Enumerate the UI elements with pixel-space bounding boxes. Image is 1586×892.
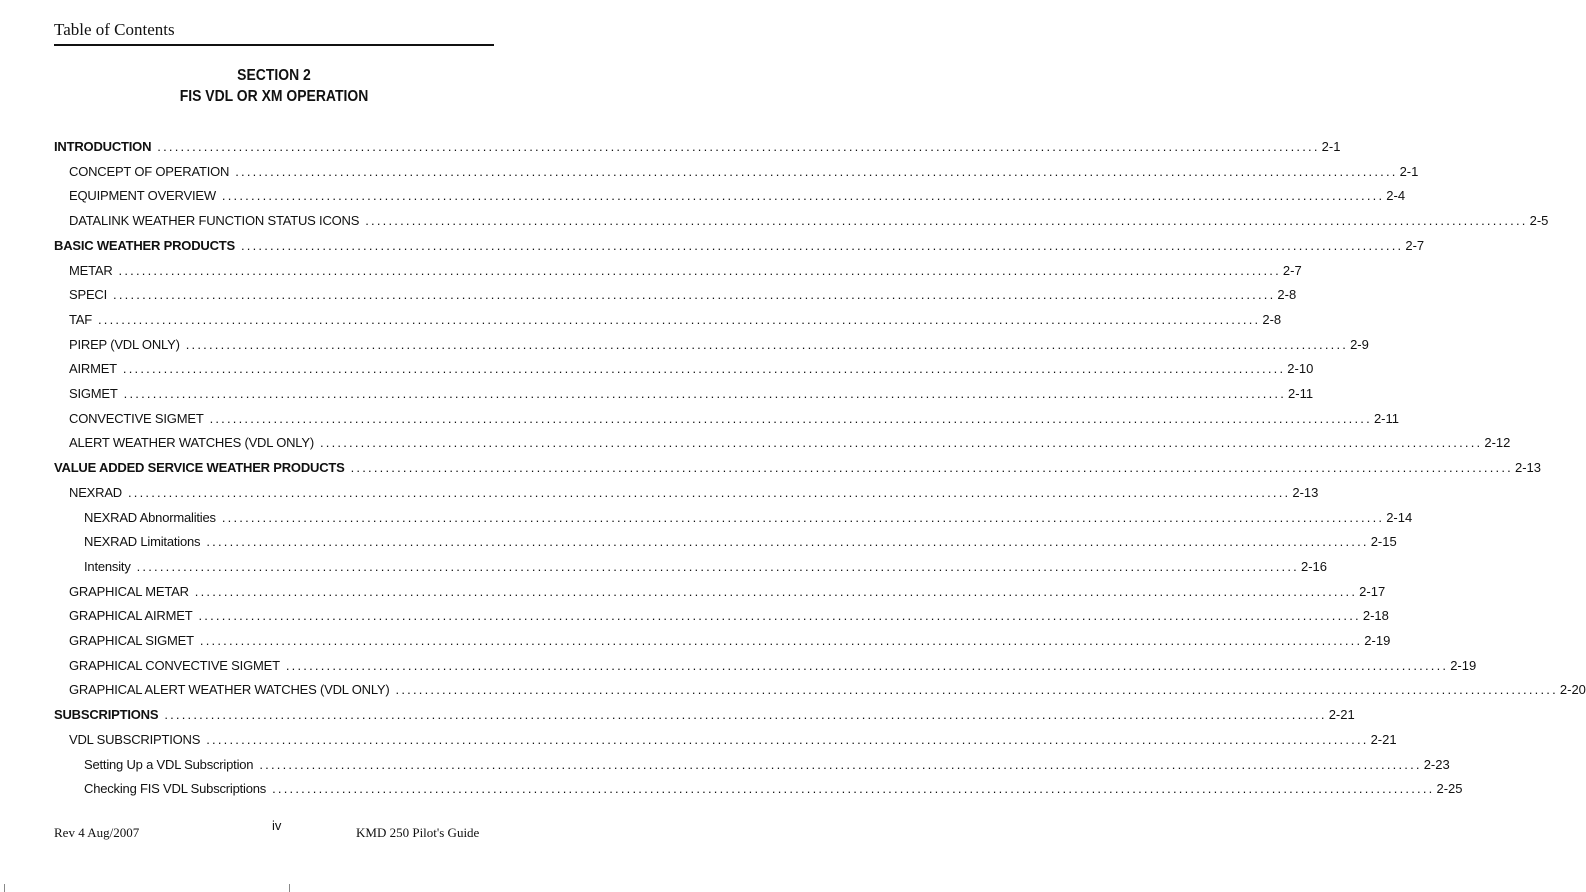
toc-entry-label: PIREP (VDL ONLY) bbox=[69, 336, 180, 352]
toc-entry[interactable] bbox=[54, 187, 1406, 205]
toc-entry[interactable] bbox=[54, 731, 1397, 749]
toc-entry-label: ALERT WEATHER WATCHES (VDL ONLY) bbox=[69, 435, 314, 451]
toc-leader-dots: ........................................................................................................................................................................................................ bbox=[194, 583, 1358, 599]
toc-entry-page: 2-19 bbox=[1364, 633, 1391, 648]
toc-entry[interactable] bbox=[54, 163, 1419, 181]
toc-entry-label: DATALINK WEATHER FUNCTION STATUS ICONS bbox=[69, 213, 360, 229]
toc-leader-dots: ........................................................................................................................................................................................................ bbox=[221, 188, 1385, 204]
toc-leader-dots: ........................................................................................................................................................................................................ bbox=[235, 163, 1398, 179]
toc-entry-label: VDL SUBSCRIPTIONS bbox=[69, 731, 201, 747]
toc-entry[interactable] bbox=[54, 410, 1399, 428]
toc-entry-label: BASIC WEATHER PRODUCTS bbox=[54, 237, 235, 253]
toc-entry-page: 2-19 bbox=[1450, 657, 1477, 673]
toc-entry-page: 2-8 bbox=[1277, 287, 1297, 303]
toc-entry-label: SUBSCRIPTIONS bbox=[54, 707, 159, 723]
toc-entry-label: EQUIPMENT OVERVIEW bbox=[69, 188, 216, 204]
toc-entry[interactable] bbox=[54, 311, 1282, 329]
toc-entry-label: SPECI bbox=[69, 287, 108, 303]
toc-entry-label: GRAPHICAL SIGMET bbox=[69, 633, 194, 648]
toc-entry[interactable] bbox=[54, 632, 1391, 650]
toc-entry-page: 2-1 bbox=[1399, 163, 1419, 179]
toc-entry[interactable] bbox=[54, 756, 1450, 774]
toc-entry[interactable] bbox=[54, 607, 1389, 625]
toc-entry-label: Checking FIS VDL Subscriptions bbox=[84, 781, 267, 797]
toc-leader-dots: ........................................................................................................................................................................................................ bbox=[118, 262, 1281, 278]
toc-entry-page: 2-12 bbox=[1484, 435, 1511, 451]
toc-entry-page: 2-7 bbox=[1405, 237, 1425, 253]
toc-leader-dots: ........................................................................................................................................................................................................ bbox=[157, 139, 1320, 154]
toc-leader-dots: ........................................................................................................................................................................................................ bbox=[240, 237, 1404, 253]
footer-revision: Rev 4 Aug/2007 bbox=[54, 825, 140, 840]
crop-mark bbox=[289, 884, 290, 892]
toc-entry[interactable] bbox=[54, 657, 1477, 675]
toc-entry[interactable] bbox=[54, 583, 1386, 601]
toc-leader-dots: ........................................................................................................................................................................................................ bbox=[113, 287, 1276, 303]
toc-entry-page: 2-1 bbox=[1321, 139, 1341, 154]
toc-entry-page: 2-18 bbox=[1362, 608, 1389, 624]
toc-leader-dots: ........................................................................................................................................................................................................ bbox=[395, 682, 1558, 698]
toc-entry-label: SIGMET bbox=[69, 386, 118, 401]
toc-entry-page: 2-7 bbox=[1282, 262, 1302, 278]
toc-entry[interactable] bbox=[54, 385, 1314, 403]
toc-entry[interactable] bbox=[54, 533, 1397, 551]
toc-leader-dots: ........................................................................................................................................................................................................ bbox=[365, 213, 1528, 229]
toc-entry[interactable] bbox=[54, 138, 1341, 156]
toc-entry-label: NEXRAD Limitations bbox=[84, 534, 201, 550]
toc-entry-label: Intensity bbox=[84, 558, 131, 574]
toc-entry-label: TAF bbox=[69, 311, 92, 327]
toc-leader-dots: ........................................................................................................................................................................................................ bbox=[221, 509, 1385, 525]
toc-leader-dots: ........................................................................................................................................................................................................ bbox=[164, 707, 1327, 723]
toc-entry-page: 2-25 bbox=[1436, 781, 1463, 797]
toc-entry-label: GRAPHICAL AIRMET bbox=[69, 608, 193, 624]
toc-entry[interactable] bbox=[54, 336, 1369, 354]
toc-entry-page: 2-10 bbox=[1287, 361, 1314, 377]
toc-entry-page: 2-13 bbox=[1292, 484, 1319, 500]
section-number: SECTION 2 bbox=[237, 67, 311, 84]
toc-leader-dots: ........................................................................................................................................................................................................ bbox=[185, 336, 1349, 352]
toc-entry-page: 2-15 bbox=[1370, 534, 1397, 550]
toc-entry-page: 2-9 bbox=[1350, 336, 1369, 352]
toc-entry[interactable] bbox=[54, 286, 1297, 304]
toc-leader-dots: ........................................................................................................................................................................................................ bbox=[319, 435, 1483, 451]
crop-mark bbox=[4, 884, 5, 892]
toc-entry-label: NEXRAD Abnormalities bbox=[84, 509, 216, 525]
toc-entry[interactable] bbox=[54, 681, 1586, 699]
toc-entry-page: 2-21 bbox=[1328, 707, 1355, 723]
toc-leader-dots: ........................................................................................................................................................................................................ bbox=[272, 781, 1435, 797]
toc-leader-dots: ........................................................................................................................................................................................................ bbox=[350, 460, 1513, 476]
toc-entry[interactable] bbox=[54, 509, 1413, 527]
toc-entry-page: 2-23 bbox=[1423, 756, 1450, 772]
toc-entry-page: 2-14 bbox=[1386, 509, 1413, 525]
toc-entry-label: GRAPHICAL ALERT WEATHER WATCHES (VDL ONLY) bbox=[69, 682, 390, 698]
toc-entry-page: 2-5 bbox=[1529, 213, 1549, 229]
toc-leader-dots: ........................................................................................................................................................................................................ bbox=[206, 731, 1369, 747]
toc-leader-dots: ........................................................................................................................................................................................................ bbox=[122, 361, 1286, 377]
toc-entry-label: GRAPHICAL CONVECTIVE SIGMET bbox=[69, 657, 280, 673]
toc-leader-dots: ........................................................................................................................................................................................................ bbox=[123, 386, 1287, 401]
toc-entry-page: 2-11 bbox=[1373, 410, 1399, 426]
toc-entry-page: 2-17 bbox=[1359, 583, 1386, 599]
toc-entry[interactable] bbox=[54, 360, 1314, 378]
toc-leader-dots: ........................................................................................................................................................................................................ bbox=[285, 657, 1449, 673]
toc-leader-dots: ........................................................................................................................................................................................................ bbox=[209, 410, 1372, 426]
toc-entry[interactable] bbox=[54, 780, 1463, 798]
section-title: FIS VDL OR XM OPERATION bbox=[179, 88, 369, 105]
toc-leader-dots: ........................................................................................................................................................................................................ bbox=[259, 756, 1422, 772]
toc-entry[interactable] bbox=[54, 237, 1425, 255]
toc-entry[interactable] bbox=[54, 459, 1542, 477]
toc-entry[interactable] bbox=[54, 484, 1319, 502]
toc-entry-label: CONVECTIVE SIGMET bbox=[69, 410, 204, 426]
toc-entry-label: Setting Up a VDL Subscription bbox=[84, 756, 254, 772]
toc-entry-label: CONCEPT OF OPERATION bbox=[69, 163, 230, 179]
toc-entry-label: AIRMET bbox=[69, 361, 117, 377]
header-rule bbox=[54, 44, 494, 46]
toc-entry[interactable] bbox=[54, 706, 1355, 724]
toc-entry-page: 2-11 bbox=[1288, 386, 1314, 401]
toc-entry-label: NEXRAD bbox=[69, 484, 122, 500]
toc-entry-page: 2-4 bbox=[1386, 188, 1406, 204]
toc-entry-page: 2-16 bbox=[1301, 558, 1328, 574]
toc-leader-dots: ........................................................................................................................................................................................................ bbox=[206, 534, 1369, 550]
toc-entry-page: 2-21 bbox=[1370, 731, 1397, 747]
toc-entry-label: INTRODUCTION bbox=[54, 139, 152, 154]
toc-leader-dots: ........................................................................................................................................................................................................ bbox=[98, 311, 1261, 327]
footer-guide-title: KMD 250 Pilot's Guide bbox=[356, 825, 480, 840]
toc-leader-dots: ........................................................................................................................................................................................................ bbox=[199, 633, 1363, 648]
toc-entry-page: 2-13 bbox=[1515, 460, 1542, 476]
toc-entry[interactable] bbox=[54, 212, 1549, 230]
page-header-title: Table of Contents bbox=[54, 20, 175, 39]
toc-entry-page: 2-20 bbox=[1559, 682, 1586, 698]
toc-entry-label: METAR bbox=[69, 262, 113, 278]
toc-leader-dots: ........................................................................................................................................................................................................ bbox=[198, 608, 1361, 624]
toc-entry-label: GRAPHICAL METAR bbox=[69, 583, 189, 599]
toc-leader-dots: ........................................................................................................................................................................................................ bbox=[127, 484, 1291, 500]
toc-entry[interactable] bbox=[54, 558, 1328, 576]
toc-entry[interactable] bbox=[54, 262, 1302, 280]
toc-entry-label: VALUE ADDED SERVICE WEATHER PRODUCTS bbox=[54, 460, 345, 476]
footer-page-number: iv bbox=[272, 818, 282, 833]
toc-leader-dots: ........................................................................................................................................................................................................ bbox=[136, 558, 1299, 574]
toc-entry[interactable] bbox=[54, 434, 1511, 452]
toc-entry-page: 2-8 bbox=[1262, 311, 1282, 327]
